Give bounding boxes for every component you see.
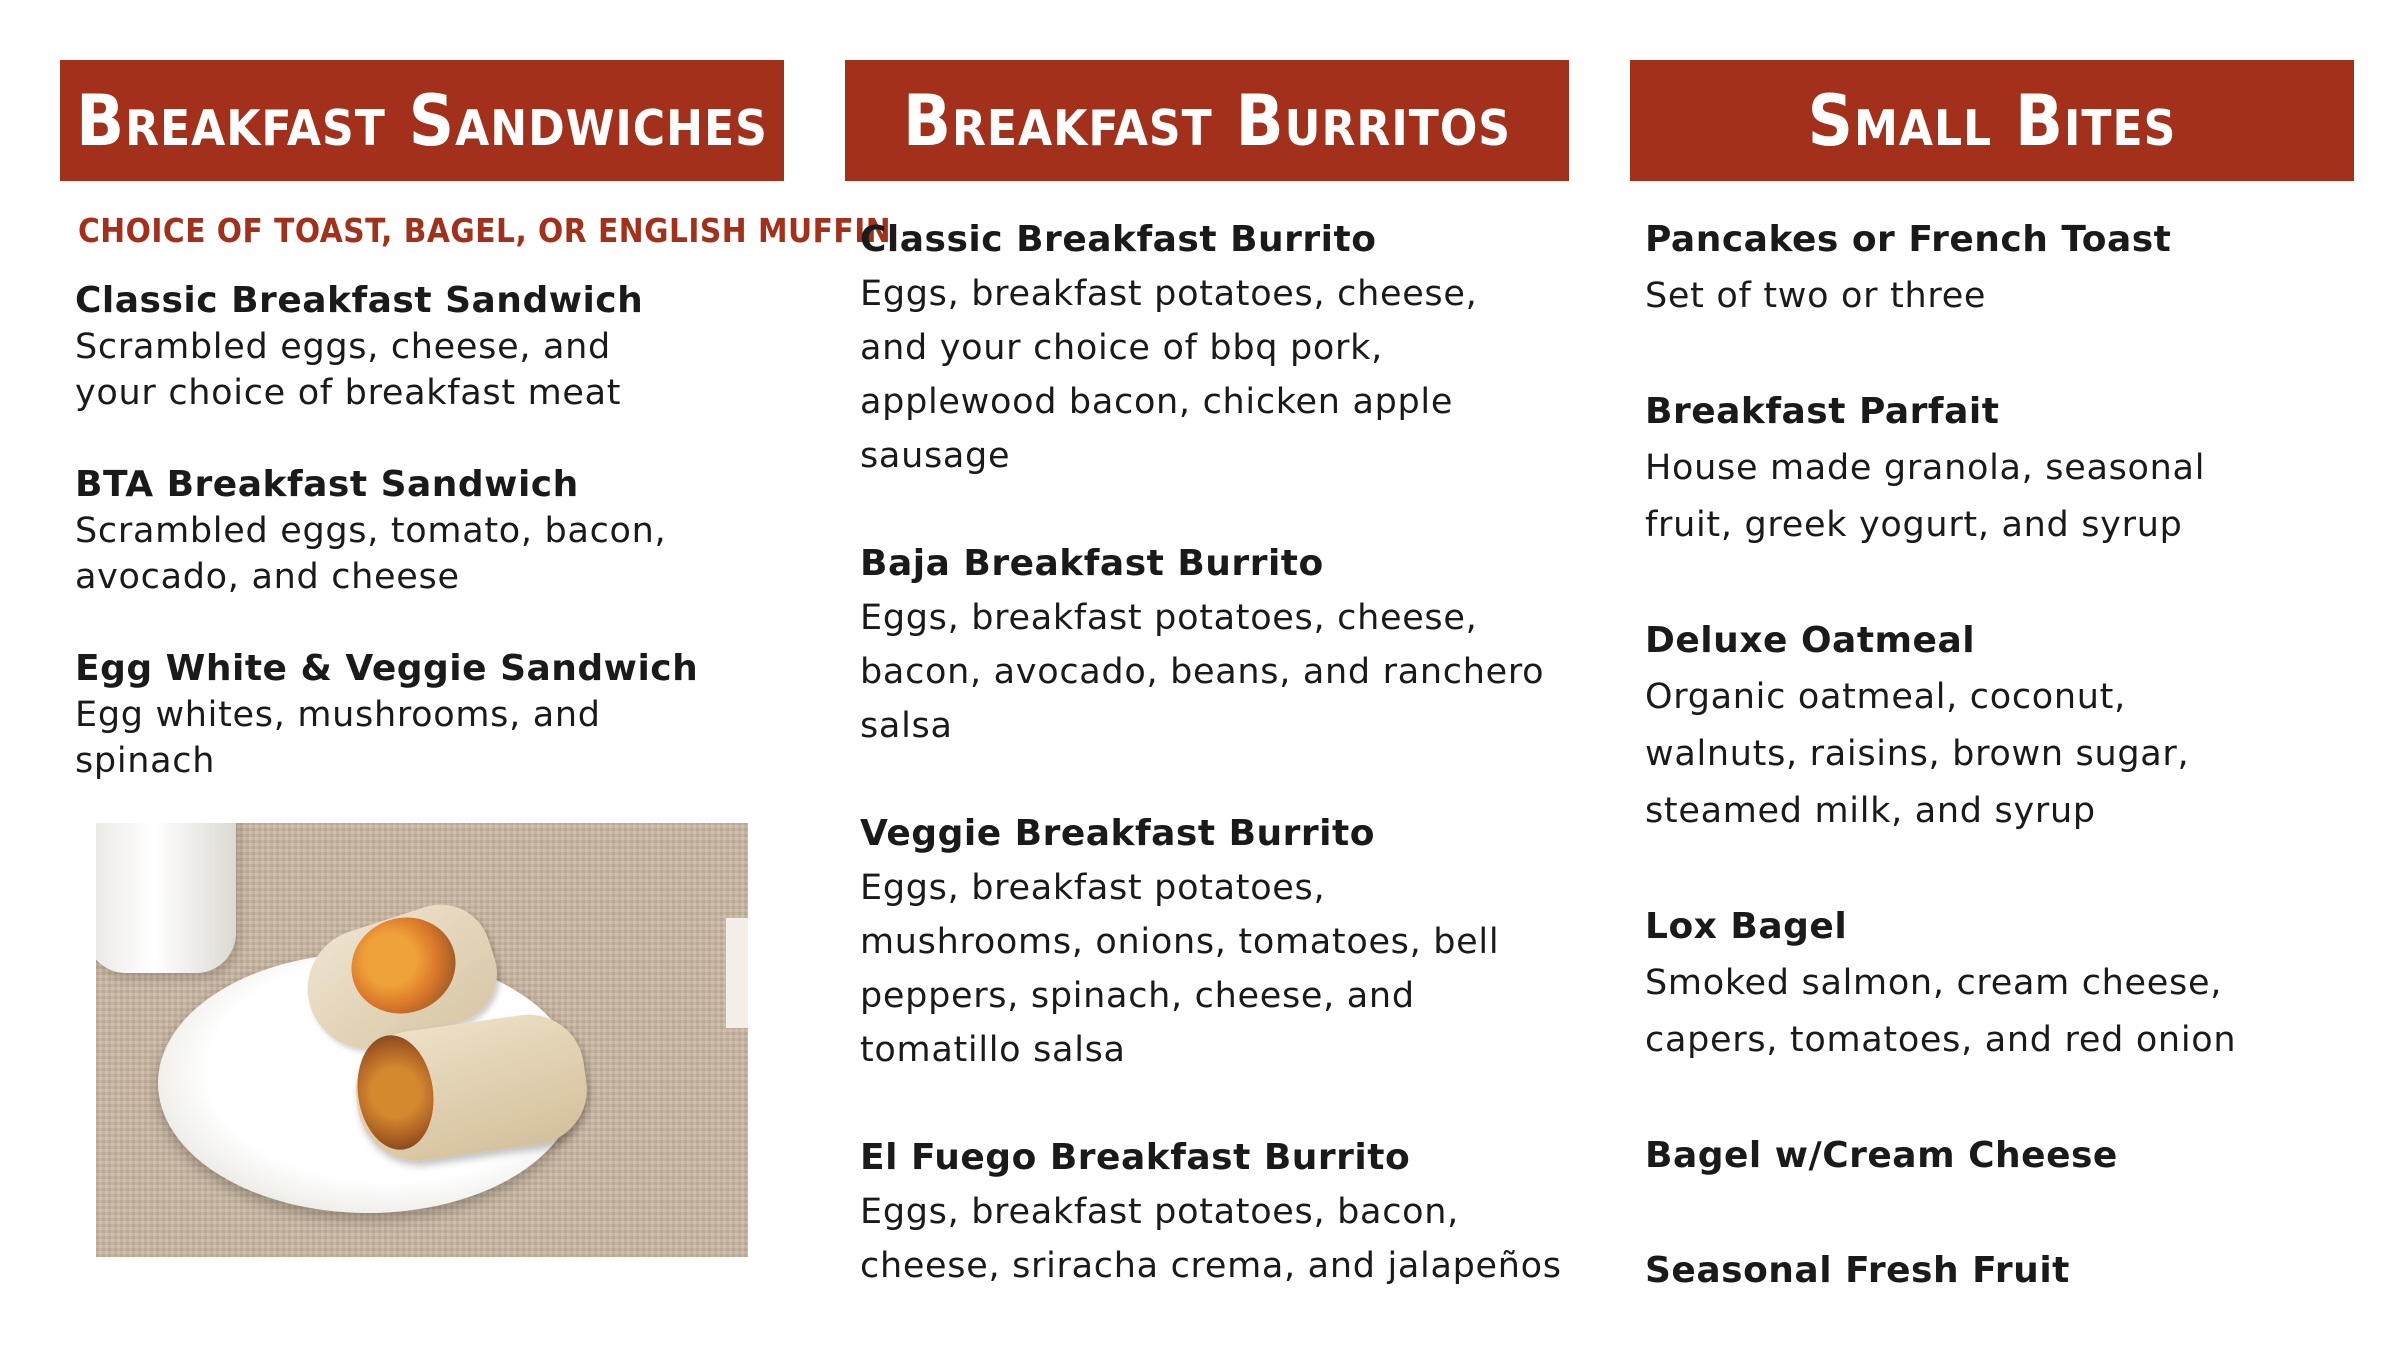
menu-item-name: BTA Breakfast Sandwich [75, 464, 579, 505]
menu-item [1645, 383, 2354, 554]
menu-item [860, 1131, 1569, 1293]
menu-item-description: Eggs, breakfast potatoes, bacon, cheese, sriracha crema, and jalapeños [860, 1192, 1562, 1286]
menu-item-name: Seasonal Fresh Fruit [1645, 1250, 2070, 1291]
menu-item-description: Eggs, breakfast potatoes, cheese, bacon, avocado, beans, and ranchero salsa [860, 598, 1545, 746]
menu-item-list [60, 278, 784, 784]
menu-item-description: Eggs, breakfast potatoes, cheese, and your choice of bbq pork, applewood bacon, chicken apple sausage [860, 274, 1478, 476]
menu-item-name: Egg White & Veggie Sandwich [75, 648, 699, 689]
section-title: Breakfast Sandwiches [60, 60, 784, 181]
menu-item-name: Bagel w/Cream Cheese [1645, 1135, 2118, 1176]
menu-column-small-bites [1630, 60, 2354, 1357]
menu-item-name: Classic Breakfast Sandwich [75, 280, 644, 321]
menu-column-breakfast-sandwiches [60, 60, 892, 830]
menu-item-name: Classic Breakfast Burrito [860, 219, 1377, 260]
menu-item [1645, 1127, 2354, 1184]
menu-item-name: Pancakes or French Toast [1645, 219, 2172, 260]
section-title: Breakfast Burritos [845, 60, 1569, 181]
menu-item [1645, 211, 2354, 325]
menu-item-list [845, 213, 1569, 1293]
menu-item [1645, 1242, 2354, 1299]
menu-item-name: El Fuego Breakfast Burrito [860, 1137, 1411, 1178]
menu-item [75, 646, 784, 784]
menu-item-description: Scrambled eggs, tomato, bacon, avocado, and cheese [75, 511, 667, 597]
menu-item [75, 278, 784, 416]
menu-item-description: House made granola, seasonal fruit, greek yogurt, and syrup [1645, 448, 2206, 545]
menu-item-name: Veggie Breakfast Burrito [860, 813, 1375, 854]
menu-item [860, 807, 1569, 1077]
coffee-cup [96, 823, 236, 973]
menu-item-list [1630, 211, 2354, 1299]
menu-item-description: Egg whites, mushrooms, and spinach [75, 695, 601, 781]
menu-item [860, 213, 1569, 483]
menu-item-description: Scrambled eggs, cheese, and your choice of breakfast meat [75, 327, 622, 413]
breakfast-burrito-photo [96, 823, 748, 1257]
menu-item-description: Eggs, breakfast potatoes, mushrooms, onions, tomatoes, bell peppers, spinach, cheese, and tomatillo salsa [860, 868, 1500, 1070]
menu-item [1645, 898, 2354, 1069]
menu-item-description: Organic oatmeal, coconut, walnuts, raisins, brown sugar, steamed milk, and syrup [1645, 677, 2190, 831]
menu-item-name: Breakfast Parfait [1645, 391, 2000, 432]
menu-item-name: Lox Bagel [1645, 906, 1848, 947]
section-title: Small Bites [1630, 60, 2354, 181]
menu-item [1645, 612, 2354, 840]
menu-item [75, 462, 784, 600]
menu-item-name: Deluxe Oatmeal [1645, 620, 1976, 661]
section-subtitle: CHOICE OF TOAST, BAGEL, OR ENGLISH MUFFIN [78, 211, 892, 250]
menu-item-name: Baja Breakfast Burrito [860, 543, 1324, 584]
menu-item [860, 537, 1569, 753]
menu-item-description: Smoked salmon, cream cheese, capers, tomatoes, and red onion [1645, 963, 2237, 1060]
menu-column-breakfast-burritos [845, 60, 1569, 1347]
table-card [726, 918, 748, 1028]
menu-item-description: Set of two or three [1645, 276, 1987, 316]
